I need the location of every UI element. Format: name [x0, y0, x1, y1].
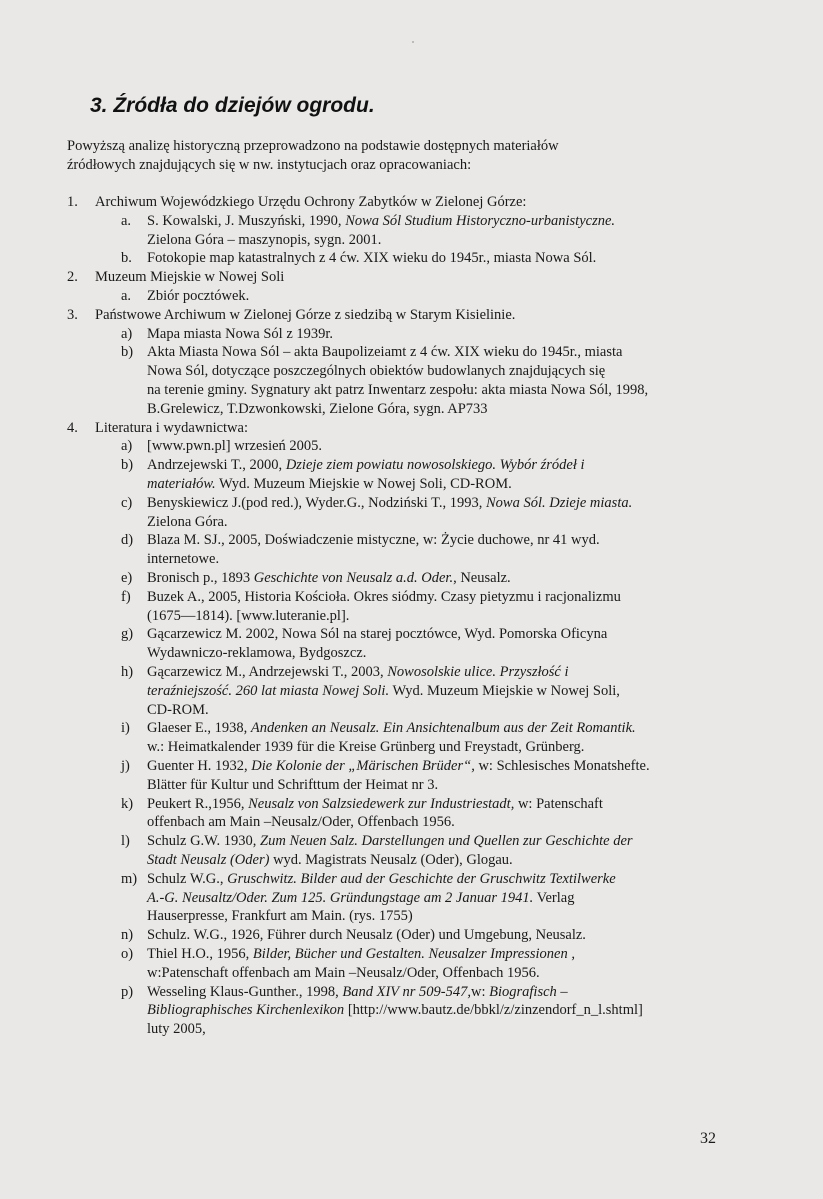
- section-number: 1.: [67, 194, 78, 210]
- item-line: [147, 757, 650, 776]
- item-marker: a.: [121, 288, 132, 304]
- item-marker: g): [121, 626, 134, 643]
- item-line: [147, 719, 636, 738]
- text-run: CD-ROM.: [147, 701, 209, 718]
- item-marker: a): [121, 438, 133, 455]
- text-run: Bronisch p., 1893: [147, 570, 254, 586]
- item-line: [147, 456, 585, 475]
- item-line: [147, 494, 632, 513]
- item-line: [147, 212, 615, 231]
- text-run: Blaza M. SJ., 2005, Doświadczenie mistyczne, w: Życie duchowe, nr 41 wyd.: [147, 532, 600, 549]
- text-run: Gącarzewicz M. 2002, Nowa Sól na starej pocztówce, Wyd. Pomorska Oficyna: [147, 626, 608, 643]
- item-line: [147, 531, 600, 550]
- text-run: w: Schlesisches Monatshefte.: [474, 758, 650, 774]
- italic-title: Biografisch –: [489, 983, 568, 1000]
- item-line: [147, 682, 620, 701]
- text-run: Zielona Góra – maszynopis, sygn. 2001.: [147, 231, 382, 248]
- italic-title: Die Kolonie der „Märischen Brüder“,: [251, 758, 475, 774]
- text-run: Nowa Sól, dotyczące poszczególnych obiektów budowlanych znajdujących się: [147, 363, 606, 380]
- item-line: [147, 625, 607, 644]
- text-run: Fotokopie map katastralnych z 4 ćw. XIX wieku do 1945r., miasta Nowa Sól.: [147, 250, 597, 267]
- text-run: na terenie gminy. Sygnatury akt patrz Inwentarz zespołu: akta miasta Nowa Sól, 1998,: [147, 381, 649, 398]
- text-run: wyd. Magistrats Neusalz (Oder), Glogau.: [269, 851, 513, 868]
- text-run: Mapa miasta Nowa Sól z 1939r.: [147, 325, 334, 342]
- item-line: [147, 907, 413, 926]
- item-line: [147, 738, 584, 757]
- item-line: [147, 964, 540, 983]
- section-title: Państwowe Archiwum w Zielonej Górze z siedzibą w Starym Kisielinie.: [95, 306, 516, 323]
- item-line: [147, 945, 575, 964]
- item-line: [147, 889, 574, 908]
- text-run: luty 2005,: [147, 1021, 206, 1038]
- item-line: [147, 1001, 643, 1020]
- text-run: Thiel H.O., 1956,: [147, 946, 253, 962]
- item-marker: n): [121, 927, 134, 944]
- item-line: [147, 813, 455, 832]
- item-marker: m): [121, 870, 138, 887]
- section-title: Muzeum Miejskie w Nowej Soli: [95, 269, 285, 286]
- item-line: [147, 926, 586, 945]
- text-run: Schulz W.G.,: [147, 870, 228, 887]
- text-run: Wyd. Muzeum Miejskie w Nowej Soli, CD-ROM.: [215, 475, 512, 492]
- italic-title: Nowosolskie ulice. Przyszłość i: [387, 664, 569, 680]
- item-marker: e): [121, 570, 133, 586]
- intro-line: źródłowych znajdujących się w nw. instytucjach oraz opracowaniach:: [67, 156, 472, 173]
- item-line: [147, 870, 616, 889]
- item-line: [147, 776, 438, 795]
- text-run: Andrzejewski T., 2000,: [147, 457, 286, 474]
- text-run: , Neusalz.: [453, 570, 511, 586]
- text-run: w:Patenschaft offenbach am Main –Neusalz/Oder, Offenbach 1956.: [147, 964, 540, 981]
- text-run: Gącarzewicz M., Andrzejewski T., 2003,: [147, 664, 388, 680]
- item-marker: a): [121, 325, 133, 342]
- italic-title: A.-G. Neusaltz/Oder. Zum 125. Gründungstage am 2 Januar 1941.: [147, 889, 534, 906]
- text-run: Hauserpresse, Frankfurt am Main. (rys. 1755): [147, 908, 413, 925]
- item-line: [147, 400, 488, 419]
- text-run: (1675—1814). [www.luteranie.pl].: [147, 607, 350, 624]
- section-number: 3.: [67, 306, 78, 323]
- italic-title: Nowa Sól. Dzieje miasta.: [486, 494, 633, 511]
- text-run: internetowe.: [147, 551, 220, 568]
- item-line: [147, 851, 513, 870]
- text-run: Buzek A., 2005, Historia Kościoła. Okres siódmy. Czasy pietyzmu i racjonalizmu: [147, 588, 621, 605]
- item-line: [147, 437, 322, 456]
- text-run: Wyd. Muzeum Miejskie w Nowej Soli,: [389, 682, 620, 699]
- italic-title: materiałów.: [147, 475, 216, 492]
- italic-title: Andenken an Neusalz. Ein Ansichtenalbum aus der Zeit Romantik.: [250, 720, 636, 737]
- text-run: offenbach am Main –Neusalz/Oder, Offenbach 1956.: [147, 814, 455, 831]
- text-run: Wydawniczo-reklamowa, Bydgoszcz.: [147, 645, 367, 662]
- item-line: [147, 983, 568, 1002]
- item-line: [147, 663, 569, 682]
- text-run: w:: [471, 983, 490, 1000]
- section-title: Literatura i wydawnictwa:: [95, 419, 248, 436]
- section-title: Archiwum Wojewódzkiego Urzędu Ochrony Zabytków w Zielonej Górze:: [95, 194, 527, 210]
- item-marker: o): [121, 946, 134, 962]
- text-run: Zielona Góra.: [147, 513, 228, 530]
- item-line: [147, 381, 648, 400]
- item-line: [147, 362, 605, 381]
- item-marker: p): [121, 983, 134, 1000]
- item-line: [147, 795, 603, 814]
- page-number: 32: [700, 1130, 716, 1147]
- text-run: Glaeser E., 1938,: [147, 720, 251, 737]
- italic-title: Bilder, Bücher und Gestalten. Neusalzer Impressionen ,: [252, 946, 575, 962]
- text-run: Guenter H. 1932,: [147, 758, 252, 774]
- text-run: Schulz G.W. 1930,: [147, 833, 261, 850]
- intro-line: Powyższą analizę historyczną przeprowadzono na podstawie dostępnych materiałów: [67, 138, 559, 154]
- item-marker: l): [121, 833, 130, 850]
- italic-title: teraźniejszość. 260 lat miasta Nowej Soli.: [147, 682, 390, 699]
- intro-paragraph: [67, 137, 757, 175]
- italic-title: Neusalz von Salzsiedewerk zur Industriestadt,: [248, 795, 515, 812]
- italic-title: Stadt Neusalz (Oder): [147, 851, 270, 868]
- item-line: [147, 231, 381, 250]
- item-marker: b): [121, 344, 134, 361]
- italic-title: Dzieje ziem powiatu nowosolskiego. Wybór źródeł i: [285, 457, 585, 474]
- item-line: [147, 343, 622, 362]
- text-run: [www.pwn.pl] wrzesień 2005.: [147, 438, 323, 455]
- item-marker: b): [121, 457, 134, 474]
- text-run: Zbiór pocztówek.: [147, 288, 250, 304]
- item-marker: c): [121, 494, 133, 511]
- item-line: [147, 475, 512, 494]
- item-marker: d): [121, 532, 134, 549]
- italic-title: Zum Neuen Salz. Darstellungen und Quellen zur Geschichte der: [260, 833, 633, 850]
- italic-title: Bibliographisches Kirchenlexikon: [147, 1002, 345, 1019]
- text-run: Blätter für Kultur und Schrifttum der Heimat nr 3.: [147, 776, 439, 793]
- italic-title: Geschichte von Neusalz a.d. Oder.: [253, 570, 454, 586]
- section-heading: 3. Źródła do dziejów ogrodu.: [90, 94, 375, 117]
- text-run: S. Kowalski, J. Muszyński, 1990,: [147, 212, 346, 229]
- text-run: w.: Heimatkalender 1939 für die Kreise Grünberg und Freystadt, Grünberg.: [147, 739, 585, 756]
- item-marker: f): [121, 588, 131, 605]
- item-line: [147, 588, 621, 607]
- item-line: [147, 701, 209, 720]
- item-line: [147, 607, 349, 626]
- item-line: [147, 513, 228, 532]
- text-run: Wesseling Klaus-Gunther., 1998,: [147, 983, 343, 1000]
- item-marker: a.: [121, 212, 132, 229]
- item-line: [147, 550, 219, 569]
- item-line: [147, 832, 633, 851]
- item-line: [147, 249, 596, 268]
- text-run: Verlag: [533, 889, 575, 906]
- section-number: 4.: [67, 419, 78, 436]
- item-line: [147, 287, 249, 306]
- item-marker: b.: [121, 250, 132, 267]
- italic-title: Nowa Sól Studium Historyczno-urbanistyczne.: [345, 212, 616, 229]
- item-marker: j): [121, 758, 130, 774]
- text-run: Schulz. W.G., 1926, Führer durch Neusalz (Oder) und Umgebung, Neusalz.: [147, 927, 586, 944]
- text-run: [http://www.bautz.de/bbkl/z/zinzendorf_n_l.shtml]: [344, 1002, 643, 1019]
- text-run: w: Patenschaft: [514, 795, 603, 812]
- item-marker: h): [121, 664, 134, 680]
- item-line: [147, 325, 333, 344]
- text-run: Peukert R.,1956,: [147, 795, 249, 812]
- section-number: 2.: [67, 269, 78, 286]
- text-run: Akta Miasta Nowa Sól – akta Baupolizeiamt z 4 ćw. XIX wieku do 1945r., miasta: [147, 344, 623, 361]
- text-run: B.Grelewicz, T.Dzwonkowski, Zielone Góra, sygn. AP733: [147, 400, 488, 417]
- text-run: Benyskiewicz J.(pod red.), Wyder.G., Nodziński T., 1993,: [147, 494, 487, 511]
- item-marker: i): [121, 720, 130, 737]
- item-line: [147, 644, 366, 663]
- item-marker: k): [121, 795, 134, 812]
- italic-title: Band XIV nr 509-547,: [342, 983, 471, 1000]
- item-line: [147, 1020, 206, 1039]
- item-line: [147, 569, 511, 588]
- italic-title: Gruschwitz. Bilder aud der Geschichte der Gruschwitz Textilwerke: [227, 870, 616, 887]
- scan-speck: [412, 41, 414, 43]
